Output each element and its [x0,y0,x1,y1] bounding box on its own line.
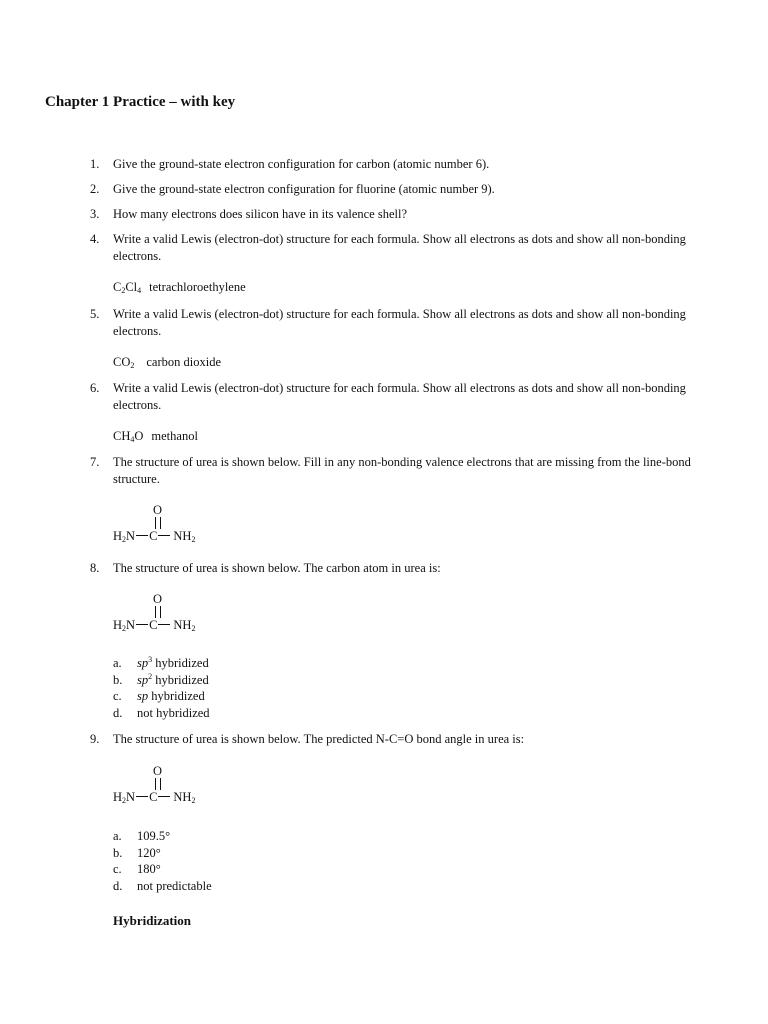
urea-backbone: $H_2N$ C $NH_2$ [113,529,196,544]
formula-co2 [113,355,221,370]
page-title: Chapter 1 Practice – with key [45,94,236,110]
formula-ch4o [113,429,198,444]
formula-c2cl4 [113,280,246,295]
question-1 [90,156,710,173]
question-text: The structure of urea is shown below. The predicted N-C=O bond angle in urea is: [113,732,525,746]
chemical-formula: $CH_4O$ [113,429,144,444]
question-8 [90,560,710,577]
question-9 [90,731,710,748]
question-text: Write a valid Lewis (electron-dot) structure for each formula. Show all electrons as dots and show all non-bonding electrons. [113,381,686,412]
question-text: How many electrons does silicon have in its valence shell? [113,207,408,221]
question-text: Give the ground-state electron configuration for fluorine (atomic number 9). [113,182,495,196]
option-d: d. not hybridized [113,705,210,720]
question-number: 1. [90,157,100,171]
q8-options [113,655,210,721]
option-a: a. $sp^3$ hybridized [113,655,209,670]
chemical-formula: $CO_2$ [113,355,135,370]
urea-backbone: $H_2N$ C $NH_2$ [113,790,196,805]
urea-structure [113,592,233,638]
option-d: d. not predictable [113,878,212,893]
question-5 [90,306,710,339]
question-text: Write a valid Lewis (electron-dot) structure for each formula. Show all electrons as dots and show all non-bonding electrons. [113,307,686,338]
question-4 [90,231,710,264]
oxygen-atom: O [153,503,163,517]
double-bond [155,517,161,529]
question-text: Give the ground-state electron configuration for carbon (atomic number 6). [113,157,490,171]
question-6 [90,380,710,413]
oxygen-atom: O [153,592,163,606]
option-c: c. 180° [113,862,161,876]
question-text: The structure of urea is shown below. The carbon atom in urea is: [113,561,441,575]
double-bond [155,606,161,618]
section-heading: Hybridization [113,913,192,928]
question-number: 8. [90,561,100,575]
option-b: b. $sp^2$ hybridized [113,671,209,687]
urea-structure [113,764,233,810]
option-b: b. 120° [113,845,161,860]
question-text: The structure of urea is shown below. Fill in any non-bonding valence electrons that are missing from the line-bond structure. [113,455,691,486]
question-number: 2. [90,182,100,196]
urea-structure [113,503,233,549]
question-number: 7. [90,455,100,469]
compound-name: methanol [151,429,198,443]
question-2 [90,181,710,198]
compound-name: carbon dioxide [146,355,222,369]
question-3 [90,206,710,223]
question-number: 5. [90,307,100,321]
q9-options [113,828,212,894]
question-number: 4. [90,232,100,246]
option-a: a. 109.5° [113,829,171,843]
question-number: 9. [90,732,100,746]
oxygen-atom: O [153,764,163,778]
urea-backbone: $H_2N$ C $NH_2$ [113,618,196,633]
compound-name: tetrachloroethylene [149,280,246,294]
question-7 [90,454,710,487]
double-bond [155,778,161,790]
chemical-formula: $C_2Cl_4$ [113,280,142,295]
question-number: 6. [90,381,100,395]
question-text: Write a valid Lewis (electron-dot) structure for each formula. Show all electrons as dots and show all non-bonding electrons. [113,232,686,263]
option-c: c. sp hybridized [113,689,205,703]
question-number: 3. [90,207,100,221]
